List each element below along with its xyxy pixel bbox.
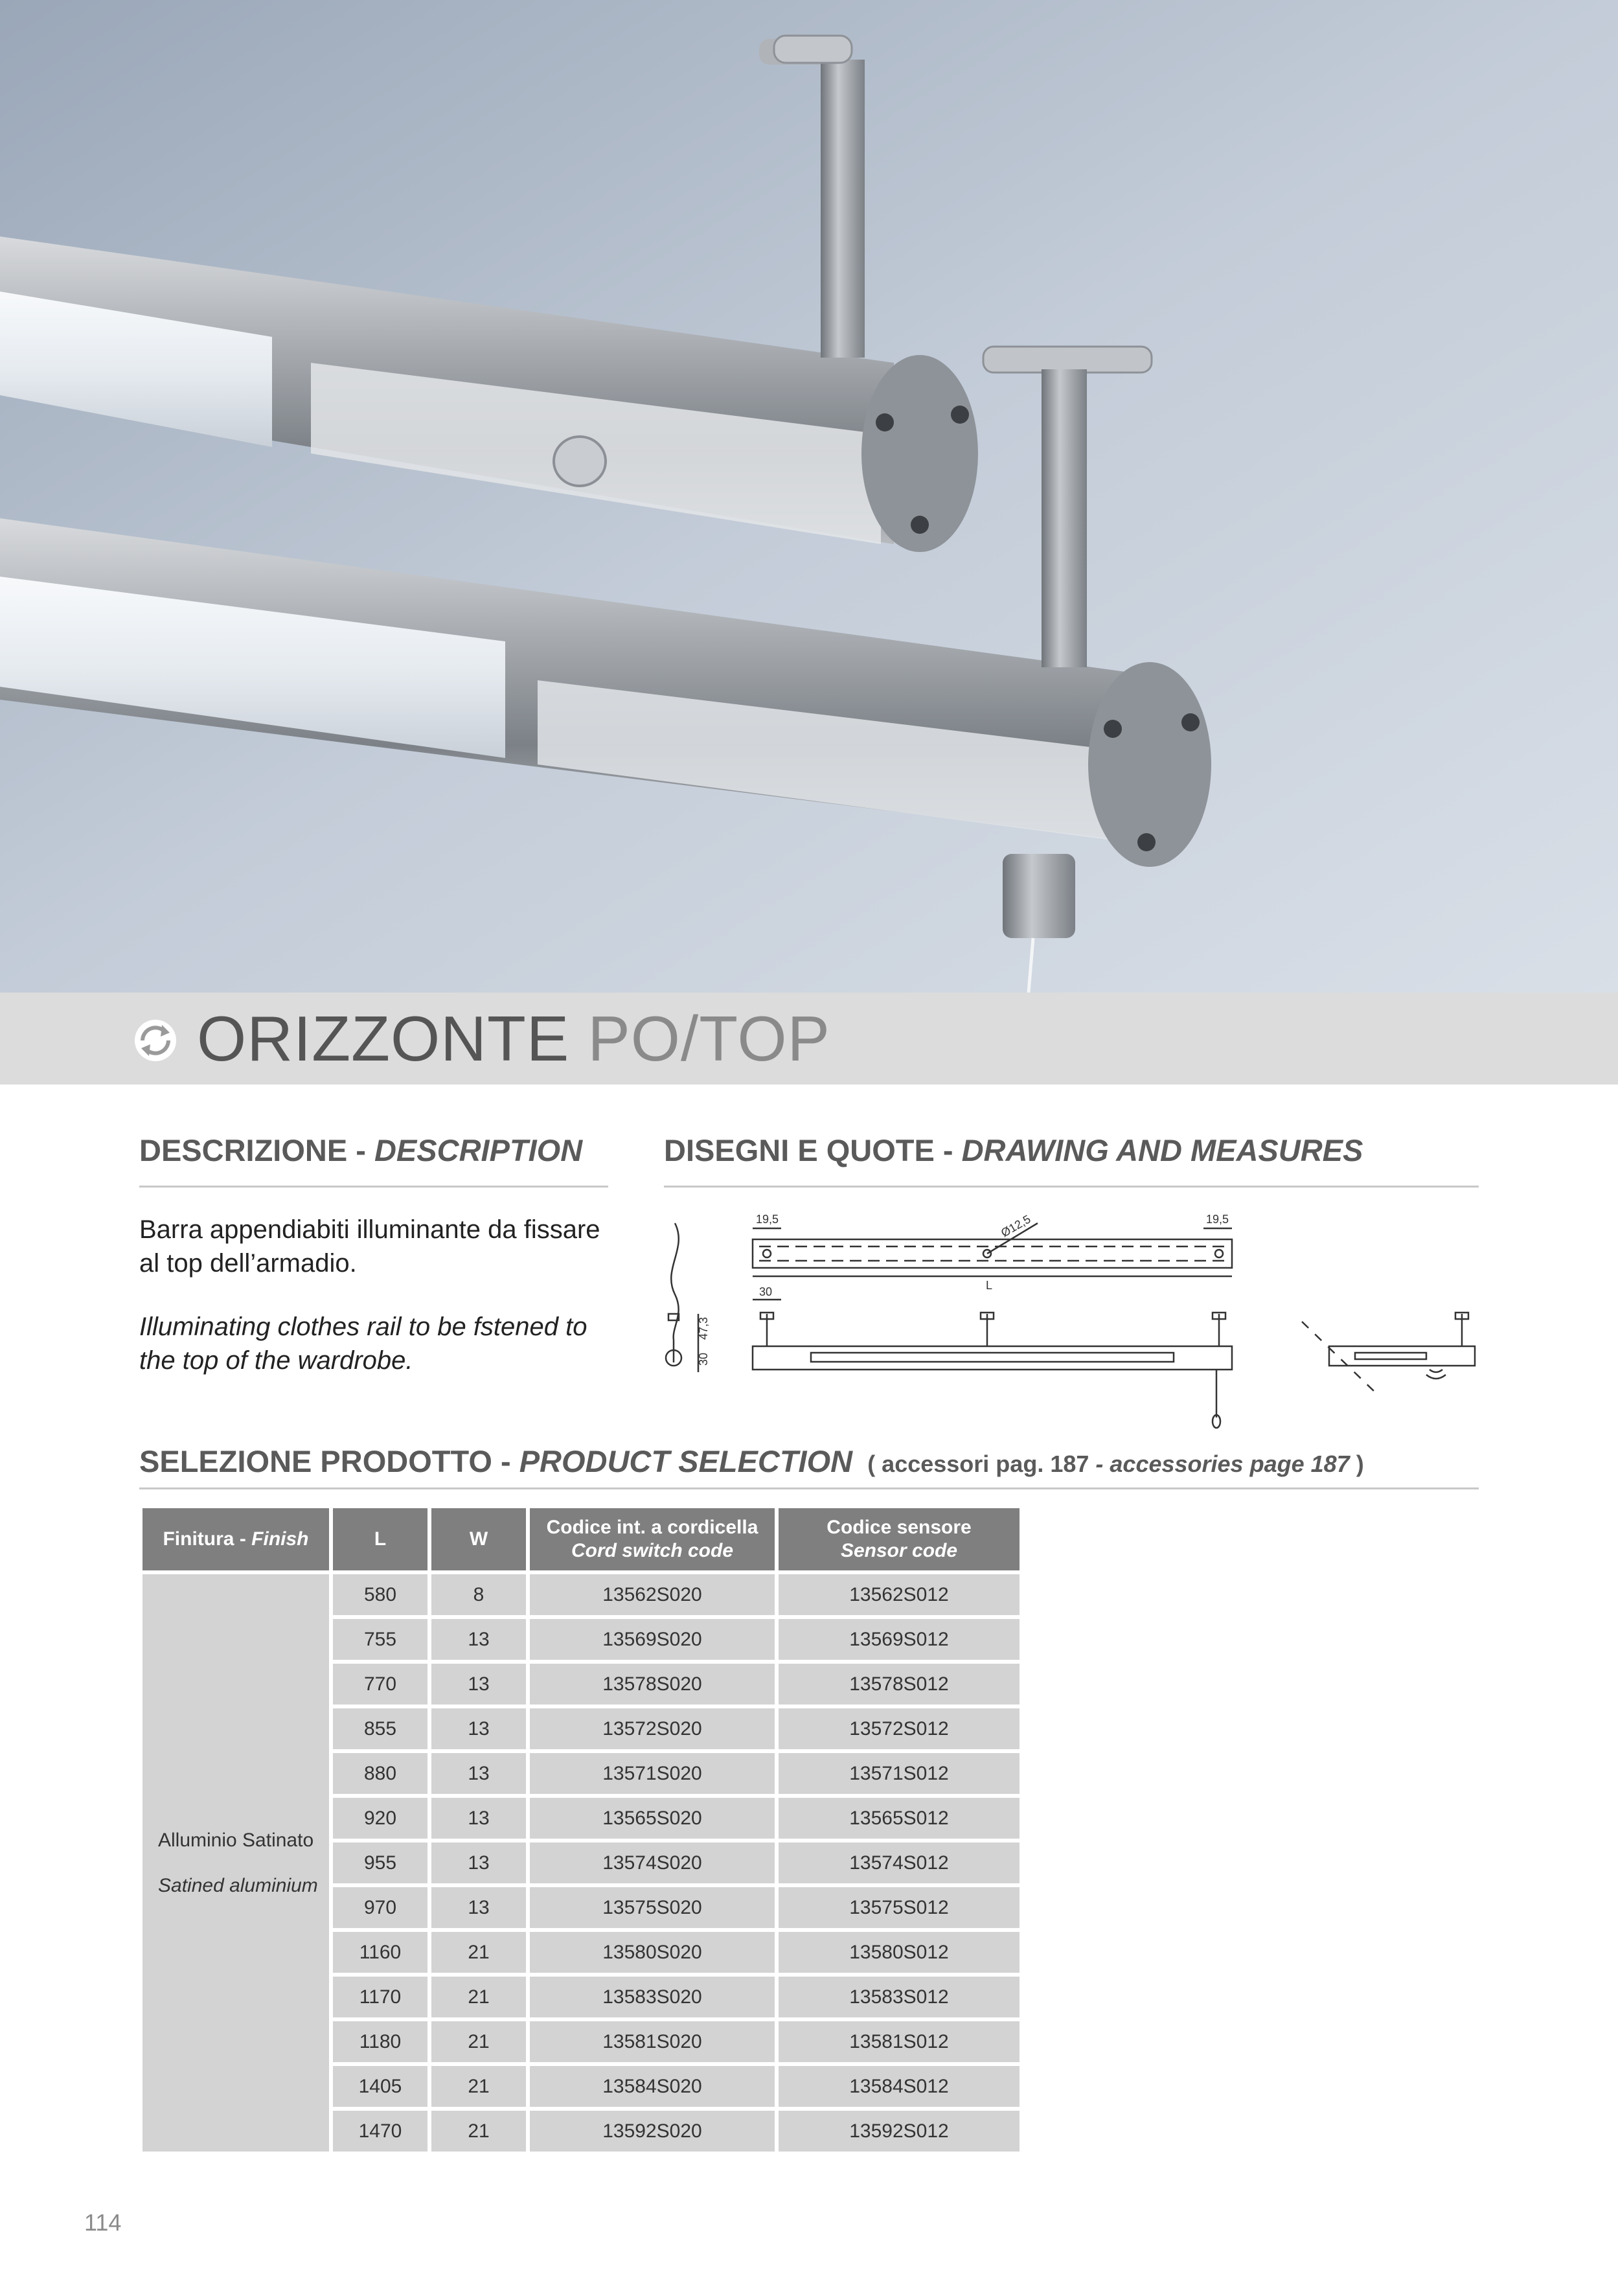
dim-right-label: 19,5 — [1206, 1213, 1229, 1226]
dim-diameter-label: Ø12,5 — [999, 1212, 1033, 1240]
drawing-heading-it: DISEGNI E QUOTE - — [664, 1133, 953, 1167]
selection-note-close: ) — [1356, 1451, 1364, 1477]
selection-heading-en: PRODUCT SELECTION — [519, 1444, 853, 1478]
dim-30-label: 30 — [759, 1285, 773, 1298]
cell-w: 13 — [431, 1619, 526, 1660]
sensor-wave-1 — [1430, 1370, 1442, 1372]
selection-note-it: ( accessori pag. 187 — [867, 1451, 1089, 1477]
header-sensor — [779, 1508, 1020, 1570]
table-body — [142, 1574, 1020, 2152]
cell-cord: 13575S020 — [530, 1887, 775, 1928]
technical-drawing — [655, 1204, 1491, 1437]
header-l: L — [333, 1508, 427, 1570]
cell-sensor: 13578S012 — [779, 1664, 1020, 1705]
cell-l: 970 — [333, 1887, 427, 1928]
cell-sensor: 13569S012 — [779, 1619, 1020, 1660]
cell-cord: 13581S020 — [530, 2021, 775, 2062]
cell-l: 1160 — [333, 1932, 427, 1973]
table-header-row — [142, 1508, 1020, 1570]
description-heading-en: DESCRIPTION — [374, 1133, 583, 1167]
product-photo — [0, 0, 1618, 993]
selection-rule — [139, 1487, 1479, 1489]
cell-w: 13 — [431, 1798, 526, 1839]
cell-w: 13 — [431, 1753, 526, 1794]
header-finish-it: Finitura - — [163, 1528, 246, 1550]
cell-l: 755 — [333, 1619, 427, 1660]
table-row — [142, 1574, 1020, 1615]
header-cord — [530, 1508, 775, 1570]
description-rule — [139, 1186, 608, 1188]
top-view-hole-left — [763, 1250, 771, 1257]
title-main: ORIZZONTE — [197, 1003, 570, 1074]
selection-heading — [139, 1443, 1364, 1479]
title-sub: PO/TOP — [587, 1003, 830, 1074]
cord-line — [671, 1223, 679, 1340]
cell-l: 580 — [333, 1574, 427, 1615]
cell-l: 855 — [333, 1708, 427, 1749]
cell-l: 770 — [333, 1664, 427, 1705]
side-dim-47-label: 47,3 — [697, 1316, 710, 1340]
top-view-hole-right — [1215, 1250, 1223, 1257]
sensor-body — [1329, 1346, 1475, 1366]
drawing-heading — [664, 1132, 1363, 1168]
cell-cord: 13562S020 — [530, 1574, 775, 1615]
side-dim-30-label: 30 — [697, 1352, 710, 1366]
orizzonte-logo-icon — [133, 1018, 177, 1062]
finish-en: Satined aluminium — [158, 1874, 318, 1896]
cell-w: 21 — [431, 2066, 526, 2107]
cell-sensor: 13574S012 — [779, 1843, 1020, 1883]
cell-l: 955 — [333, 1843, 427, 1883]
selection-heading-it: SELEZIONE PRODOTTO - — [139, 1444, 511, 1478]
sensor-wave-2 — [1426, 1375, 1446, 1379]
cell-w: 21 — [431, 2111, 526, 2152]
front-view-rail — [753, 1346, 1232, 1370]
cell-w: 21 — [431, 1932, 526, 1973]
cell-l: 1180 — [333, 2021, 427, 2062]
cell-l: 1170 — [333, 1977, 427, 2017]
dim-length-label: L — [986, 1279, 993, 1292]
cell-l: 920 — [333, 1798, 427, 1839]
description-text-en: Illuminating clothes rail to be fstened to the top of the wardrobe. — [139, 1313, 587, 1375]
finish-cell — [142, 1574, 329, 2152]
dim-left-label: 19,5 — [756, 1213, 779, 1226]
cell-sensor: 13571S012 — [779, 1753, 1020, 1794]
header-finish-en: Finish — [251, 1528, 309, 1550]
description-heading-it: DESCRIZIONE - — [139, 1133, 366, 1167]
front-view-light — [811, 1353, 1174, 1362]
cell-sensor: 13575S012 — [779, 1887, 1020, 1928]
cell-cord: 13571S020 — [530, 1753, 775, 1794]
cell-cord: 13565S020 — [530, 1798, 775, 1839]
cell-sensor: 13584S012 — [779, 2066, 1020, 2107]
header-finish — [142, 1508, 329, 1570]
cell-sensor: 13581S012 — [779, 2021, 1020, 2062]
cell-l: 880 — [333, 1753, 427, 1794]
sensor-cut-line — [1302, 1322, 1374, 1392]
selection-note — [861, 1451, 1364, 1477]
cell-sensor: 13565S012 — [779, 1798, 1020, 1839]
page-title — [197, 1003, 830, 1074]
header-sensor-en: Sensor code — [840, 1540, 958, 1561]
cell-sensor: 13562S012 — [779, 1574, 1020, 1615]
cell-w: 13 — [431, 1664, 526, 1705]
drawing-heading-en: DRAWING AND MEASURES — [961, 1133, 1363, 1167]
cell-w: 21 — [431, 2021, 526, 2062]
cell-sensor: 13572S012 — [779, 1708, 1020, 1749]
cell-l: 1405 — [333, 2066, 427, 2107]
cell-cord: 13580S020 — [530, 1932, 775, 1973]
header-sensor-it: Codice sensore — [826, 1517, 972, 1538]
description-heading — [139, 1132, 582, 1168]
finish-it: Alluminio Satinato — [158, 1829, 314, 1851]
description-text-it: Barra appendiabiti illuminante da fissare al top dell’armadio. — [139, 1215, 600, 1278]
header-cord-it: Codice int. a cordicella — [546, 1517, 758, 1538]
cell-cord: 13592S020 — [530, 2111, 775, 2152]
page-number: 114 — [84, 2209, 122, 2236]
drawing-rule — [664, 1186, 1479, 1188]
selection-note-en: - accessories page 187 — [1095, 1451, 1350, 1477]
cell-cord: 13583S020 — [530, 1977, 775, 2017]
sensor-window — [1355, 1353, 1426, 1359]
cell-cord: 13578S020 — [530, 1664, 775, 1705]
product-table — [139, 1504, 1023, 2155]
cell-w: 8 — [431, 1574, 526, 1615]
top-view-rail — [753, 1239, 1232, 1268]
cell-sensor: 13592S012 — [779, 2111, 1020, 2152]
header-w: W — [431, 1508, 526, 1570]
header-cord-en: Cord switch code — [571, 1540, 734, 1561]
cell-w: 13 — [431, 1708, 526, 1749]
cell-cord: 13584S020 — [530, 2066, 775, 2107]
cell-w: 21 — [431, 1977, 526, 2017]
cell-cord: 13569S020 — [530, 1619, 775, 1660]
cell-l: 1470 — [333, 2111, 427, 2152]
cell-cord: 13574S020 — [530, 1843, 775, 1883]
cell-w: 13 — [431, 1887, 526, 1928]
cell-sensor: 13580S012 — [779, 1932, 1020, 1973]
cell-sensor: 13583S012 — [779, 1977, 1020, 2017]
cell-cord: 13572S020 — [530, 1708, 775, 1749]
cell-w: 13 — [431, 1843, 526, 1883]
